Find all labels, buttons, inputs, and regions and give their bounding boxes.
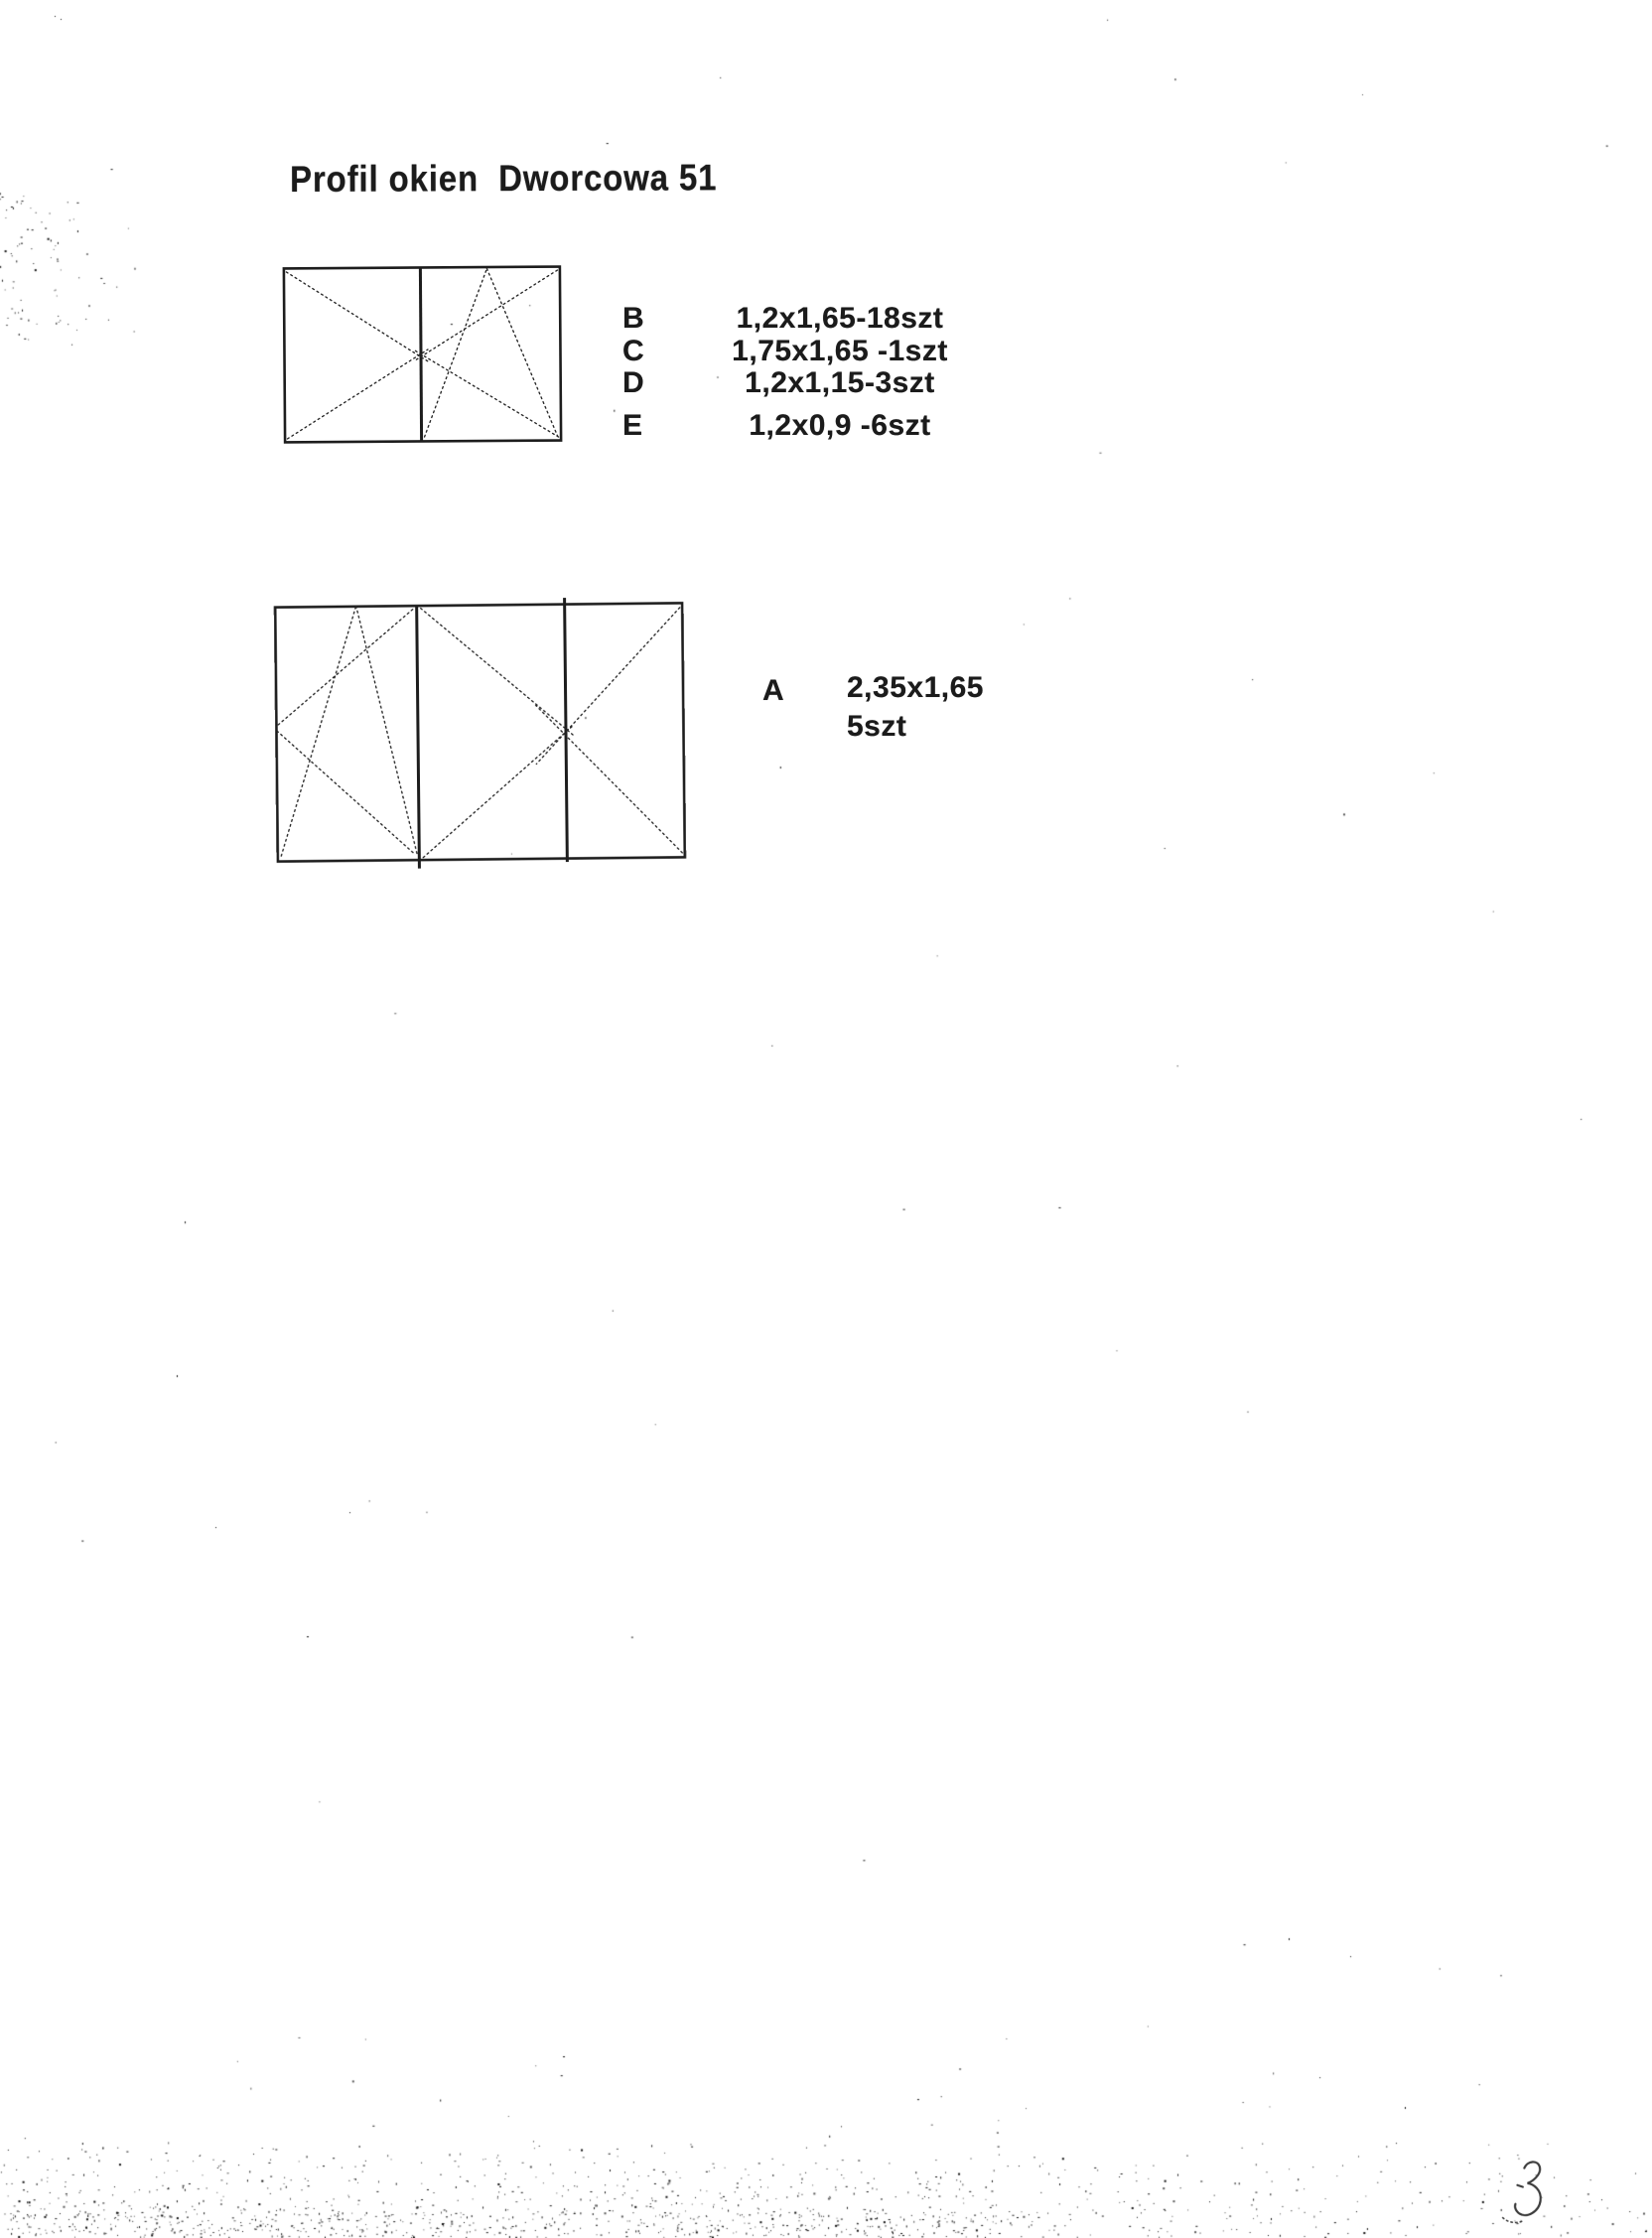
page-title: Profil okien Dworcowa 51 xyxy=(290,157,718,200)
window-diagram-three-pane xyxy=(274,602,687,863)
legend-top xyxy=(622,304,1000,453)
window-diagram-two-pane xyxy=(282,265,562,444)
type-size: 1,2x0,9 -6szt xyxy=(749,409,931,442)
type-label: D xyxy=(622,366,645,399)
type-size: 1,2x1,15-3szt xyxy=(745,366,935,399)
mullion xyxy=(417,607,420,869)
type-size: 1,75x1,65 -1szt xyxy=(732,335,948,367)
legend-row xyxy=(622,411,985,441)
type-label: C xyxy=(622,335,645,367)
legend-row xyxy=(622,368,985,398)
type-label: A xyxy=(762,674,785,707)
legend-row xyxy=(622,304,985,334)
type-size: 2,35x1,65 xyxy=(847,671,984,704)
legend-row xyxy=(622,337,985,366)
type-quantity: 5szt xyxy=(847,710,907,743)
legend-bottom xyxy=(762,673,1080,763)
handwritten-page-number xyxy=(1499,2155,1563,2232)
type-size: 1,2x1,65-18szt xyxy=(736,302,944,335)
type-label: B xyxy=(622,302,645,335)
type-label: E xyxy=(622,409,643,442)
window-frame xyxy=(275,603,685,861)
